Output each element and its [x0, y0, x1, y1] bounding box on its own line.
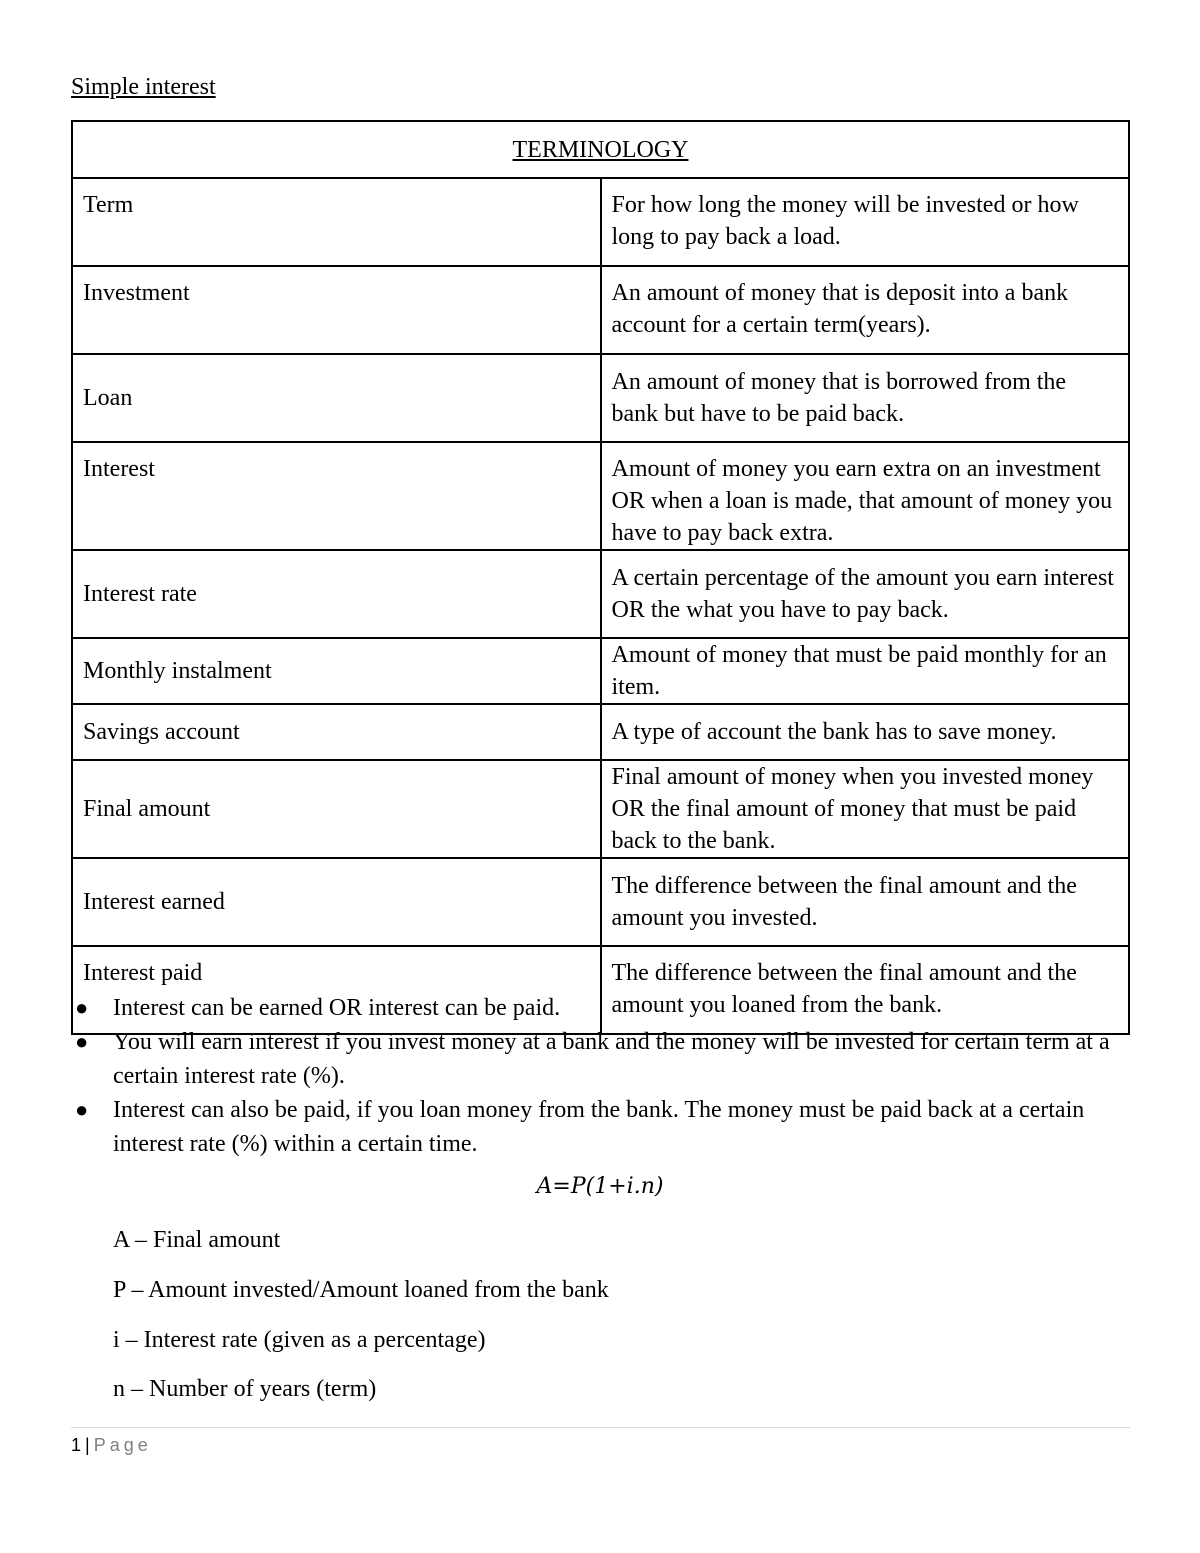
list-item-text: Interest can be earned OR interest can be paid.: [113, 995, 561, 1021]
definition-cell: The difference between the final amount and the amount you invested.: [601, 858, 1130, 946]
footer-divider: [71, 1427, 1130, 1428]
page-label: Page: [93, 1435, 152, 1455]
term-cell: Interest: [72, 442, 601, 550]
table-row: [72, 858, 1129, 946]
table-row: [72, 760, 1129, 858]
table-row: [72, 550, 1129, 638]
legend-item: P – Amount invested/Amount loaned from the bank: [113, 1277, 609, 1303]
formula: A=P(1+i.n): [536, 1174, 664, 1199]
definition-cell: Amount of money you earn extra on an investment OR when a loan is made, that amount of money you have to pay back extra.: [601, 442, 1130, 550]
term-cell: Interest rate: [72, 550, 601, 638]
bullet-icon: ●: [75, 1097, 89, 1122]
list-item: [71, 1025, 1130, 1093]
list-item-text: You will earn interest if you invest money at a bank and the money will be invested for certain term at a certain interest rate (%).: [113, 1029, 1110, 1089]
footer-separator: |: [85, 1435, 90, 1455]
terminology-table: [71, 120, 1130, 1035]
page-title: Simple interest: [71, 74, 216, 100]
definition-cell: A certain percentage of the amount you earn interest OR the what you have to pay back.: [601, 550, 1130, 638]
page-number: 1: [71, 1435, 82, 1455]
table-row: [72, 266, 1129, 354]
definition-cell: For how long the money will be invested or how long to pay back a load.: [601, 178, 1130, 266]
table-row: [72, 638, 1129, 704]
table-row: [72, 178, 1129, 266]
term-cell: Interest earned: [72, 858, 601, 946]
term-cell: Term: [72, 178, 601, 266]
list-item: [71, 991, 1130, 1025]
legend-item: A – Final amount: [113, 1227, 281, 1253]
bullet-icon: ●: [75, 1029, 89, 1054]
bullet-icon: ●: [75, 995, 89, 1020]
definition-cell: A type of account the bank has to save money.: [601, 704, 1130, 760]
table-header: TERMINOLOGY: [72, 121, 1129, 178]
definition-cell: Amount of money that must be paid monthly for an item.: [601, 638, 1130, 704]
list-item-text: Interest can also be paid, if you loan money from the bank. The money must be paid back at a certain interest rate (%) within a certain time.: [113, 1097, 1085, 1157]
definition-cell: The difference between the final amount and the amount you loaned from the bank.: [601, 946, 1130, 1034]
term-cell: Investment: [72, 266, 601, 354]
term-cell: Final amount: [72, 760, 601, 858]
legend-item: n – Number of years (term): [113, 1376, 377, 1402]
list-item: [71, 1093, 1130, 1161]
definition-cell: Final amount of money when you invested money OR the final amount of money that must be paid back to the bank.: [601, 760, 1130, 858]
term-cell: Savings account: [72, 704, 601, 760]
term-cell: Interest paid: [72, 946, 601, 1034]
page-footer: [71, 1432, 152, 1458]
legend-item: i – Interest rate (given as a percentage): [113, 1327, 486, 1353]
term-cell: Monthly instalment: [72, 638, 601, 704]
definition-cell: An amount of money that is deposit into a bank account for a certain term(years).: [601, 266, 1130, 354]
table-row: [72, 704, 1129, 760]
table-header-row: [72, 121, 1129, 178]
definition-cell: An amount of money that is borrowed from the bank but have to be paid back.: [601, 354, 1130, 442]
table-row: [72, 442, 1129, 550]
notes-list: [71, 991, 1130, 1161]
table-row: [72, 354, 1129, 442]
term-cell: Loan: [72, 354, 601, 442]
